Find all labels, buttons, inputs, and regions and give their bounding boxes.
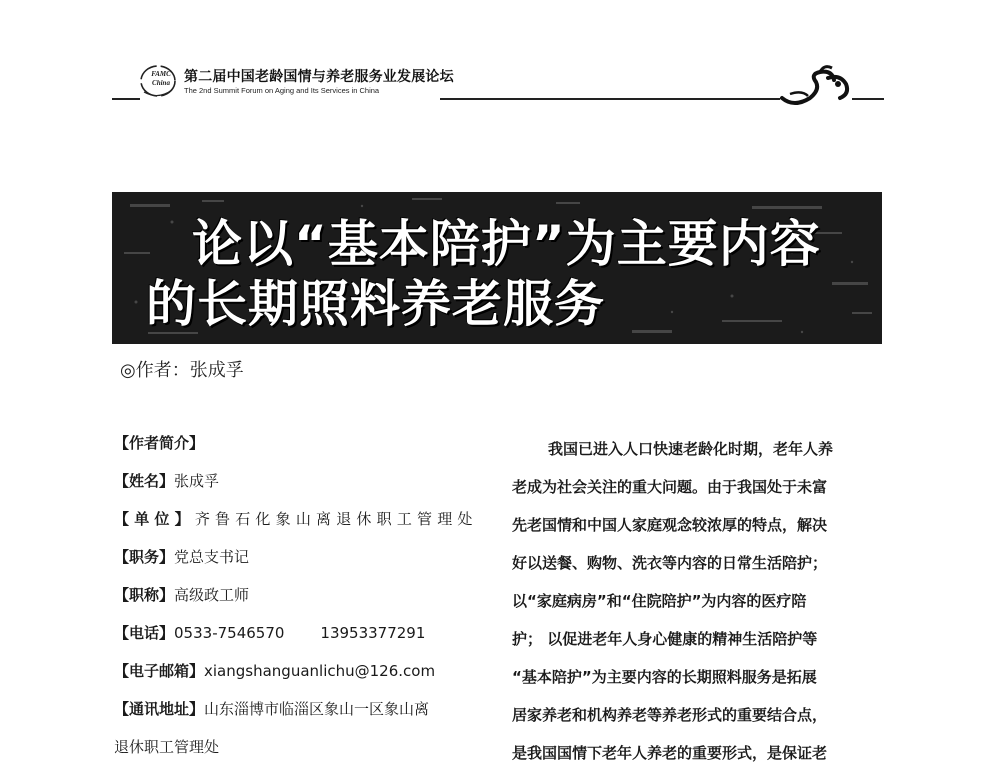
- article-title-line1: 论以“基本陪护”为主要内容: [192, 215, 821, 273]
- profile-email-row: [114, 658, 494, 696]
- forum-logo-text: FAMC China: [151, 70, 171, 87]
- profile-position-value: 党总支书记: [174, 548, 250, 566]
- forum-title-en: The 2nd Summit Forum on Aging and Its Services in China: [184, 86, 380, 95]
- profile-name-value: 张成孚: [174, 472, 220, 490]
- profile-unit-key: 【单位】: [114, 510, 195, 528]
- profile-address-value-line1: 山东淄博市临淄区象山一区象山离: [204, 700, 430, 718]
- profile-unit-row: [114, 506, 494, 544]
- header-rule-main: [440, 98, 780, 100]
- body-line: 老成为社会关注的重大问题。由于我国处于未富: [512, 478, 828, 496]
- profile-name-row: [114, 468, 494, 506]
- body-line: “基本陪护”为主要内容的长期照料服务是拓展: [512, 668, 817, 686]
- profile-address-row-cont: [114, 734, 494, 772]
- page-header: [0, 0, 1000, 120]
- header-rule-left: [112, 98, 140, 100]
- profile-title-row: [114, 582, 494, 620]
- profile-unit-value: 齐鲁石化象山离退休职工管理处: [194, 510, 478, 528]
- profile-title-key: 【职称】: [114, 586, 175, 604]
- profile-address-key: 【通讯地址】: [114, 700, 205, 718]
- body-line: 我国已进入人口快速老龄化时期，老年人养: [548, 440, 834, 458]
- title-banner: [112, 192, 882, 344]
- profile-phone-value-2: 13953377291: [320, 624, 426, 642]
- profile-title-value: 高级政工师: [174, 586, 250, 604]
- profile-address-row: [114, 696, 494, 734]
- body-line: 以“家庭病房”和“住院陪护”为内容的医疗陪: [512, 592, 807, 610]
- body-line: 好以送餐、购物、洗衣等内容的日常生活陪护；: [512, 554, 828, 572]
- profile-phone-key: 【电话】: [114, 624, 175, 642]
- forum-title-cn: 第二届中国老龄国情与养老服务业发展论坛: [184, 69, 454, 85]
- author-byline: ◎作者：张成孚: [120, 360, 244, 381]
- profile-name-key: 【姓名】: [114, 472, 175, 490]
- profile-heading: 【作者简介】: [114, 434, 205, 452]
- profile-address-value-line2: 退休职工管理处: [114, 738, 220, 756]
- article-body: [512, 430, 884, 772]
- author-profile: [114, 430, 494, 772]
- profile-position-row: [114, 544, 494, 582]
- dragon-ornament-icon: [780, 64, 856, 108]
- body-line: 护； 以促进老年人身心健康的精神生活陪护等: [512, 630, 818, 648]
- header-rule-right: [852, 98, 884, 100]
- body-line: 先老国情和中国人家庭观念较浓厚的特点，解决: [512, 516, 828, 534]
- profile-email-value: xiangshanguanlichu@126.com: [204, 662, 436, 680]
- body-line: 居家养老和机构养老等养老形式的重要结合点，: [512, 706, 828, 724]
- forum-logo: [138, 62, 178, 100]
- profile-phone-row: [114, 620, 494, 658]
- article-title-line2: 的长期照料养老服务: [146, 275, 605, 333]
- body-line: 是我国国情下老年人养老的重要形式，是保证老: [512, 744, 828, 762]
- profile-heading-row: [114, 430, 494, 468]
- profile-email-key: 【电子邮箱】: [114, 662, 205, 680]
- profile-phone-value-1: 0533-7546570: [174, 624, 285, 642]
- profile-position-key: 【职务】: [114, 548, 175, 566]
